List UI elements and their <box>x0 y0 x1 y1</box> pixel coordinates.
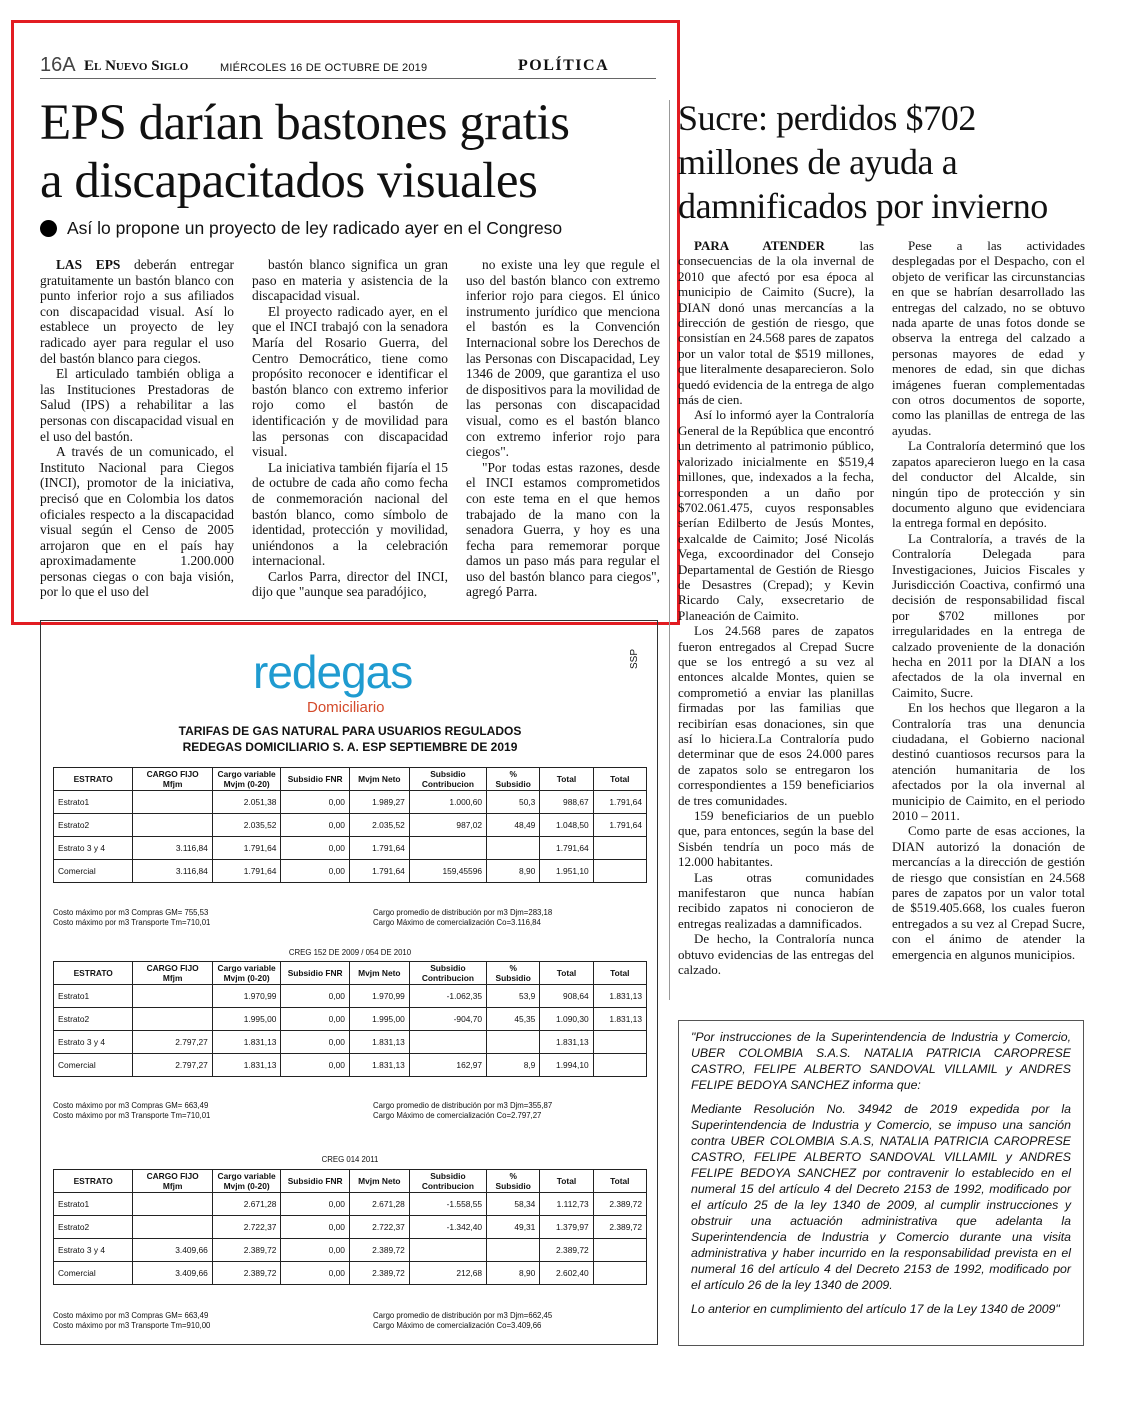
table-cell: 3.116,84 <box>133 837 212 860</box>
table-cell: 987,02 <box>409 814 486 837</box>
column-header: ESTRATO <box>54 768 133 791</box>
column-header: Subsidio FNR <box>281 1170 350 1193</box>
table-cell: 2.797,27 <box>133 1031 212 1054</box>
paragraph <box>892 438 1085 530</box>
table-cell: 1.791,64 <box>593 814 646 837</box>
cost-note-block <box>373 1101 552 1121</box>
column-header: Total <box>540 1170 593 1193</box>
paragraph-text: El proyecto radicado ayer, en el que el INCI trabajó con la senadora María del Rosario Guerra, del Centro Democrático, tiene como propósito reconocer e identificar el bastón blanco con extremo inferior rojo como el bastón de identificación y de movilidad para las personas con discapacidad visual. <box>252 303 448 460</box>
table-cell <box>593 1239 646 1262</box>
column-header: Cargo variable Mvjm (0-20) <box>212 1170 281 1193</box>
column-header: Mvjm Neto <box>349 1170 409 1193</box>
table-header-row <box>54 962 647 985</box>
table-row <box>54 985 647 1008</box>
paragraph <box>678 870 874 932</box>
table-cell: -904,70 <box>409 1008 486 1031</box>
column-header: Cargo variable Mvjm (0-20) <box>212 962 281 985</box>
table-cell: 2.389,72 <box>212 1239 281 1262</box>
paragraph-text: El articulado también obliga a las Instituciones Prestadoras de Salud (IPS) a rehabilitar a las personas con discapacidad visual en el uso del bastón. <box>40 366 234 444</box>
paragraph-lead: LAS EPS <box>56 257 121 272</box>
column-header: CARGO FIJO Mfjm <box>133 768 212 791</box>
column-header: CARGO FIJO Mfjm <box>133 962 212 985</box>
table-cell <box>409 1239 486 1262</box>
table-cell <box>593 837 646 860</box>
table-cell: 1.791,64 <box>349 837 409 860</box>
column-header: Total <box>540 768 593 791</box>
tariff-title-line: REDEGAS DOMICILIARIO S. A. ESP SEPTIEMBRE DE 2019 <box>182 740 518 754</box>
notice-paragraph: Lo anterior en cumplimiento del artículo 17 de la Ley 1340 de 2009" <box>691 1302 1060 1316</box>
cost-note: Costo máximo por m3 Compras GM= 663,49 <box>53 1101 209 1110</box>
side-headline <box>678 96 1108 228</box>
publication-name: El Nuevo Siglo <box>84 58 189 74</box>
column-header: % Subsidio <box>487 768 540 791</box>
paragraph <box>892 531 1085 700</box>
side-article-column <box>892 238 1085 1000</box>
row-label: Comercial <box>54 1054 133 1077</box>
table-cell: 1.831,13 <box>349 1031 409 1054</box>
table-cell <box>487 837 540 860</box>
paragraph-text: En los hechos que llegaron a la Contraloría tras una denuncia ciudadana, el Gobierno nacional destinó cuantiosos recursos para la atención humanitaria de los afectados por la ola invernal al municipio de Caimito, en el periodo 2010 – 2011. <box>892 700 1085 824</box>
table-cell <box>593 1031 646 1054</box>
column-header: Total <box>593 1170 646 1193</box>
cost-note: Cargo Máximo de comercialización Co=3.116,84 <box>373 918 541 927</box>
row-label: Estrato 3 y 4 <box>54 1239 133 1262</box>
paragraph-text: Carlos Parra, director del INCI, dijo que "aunque sea paradójico, <box>252 568 448 600</box>
page-number: 16A <box>40 54 76 76</box>
table-cell <box>133 985 212 1008</box>
table-cell <box>133 1193 212 1216</box>
paragraph <box>892 700 1085 823</box>
table-header-row <box>54 768 647 791</box>
table-cell: 45,35 <box>487 1008 540 1031</box>
table-cell: 0,00 <box>281 814 350 837</box>
column-header: Total <box>593 768 646 791</box>
column-header: Subsidio Contribucion <box>409 768 486 791</box>
regulation-caption: CREG 014 2011 <box>321 1155 379 1164</box>
table-cell <box>409 1031 486 1054</box>
paragraph-text: las consecuencias de la ola invernal de 2010 que afectó por esa época al municipio de Caimito (Sucre), la DIAN donó unas mercancías a la dirección de gestión de riesgo, que consistían en 24.568 pares de zapatos por un valor total de $519 millones, que literalmente desaparecieron. Solo quedó evidencia de la entrega de algo más de cien. <box>678 238 874 408</box>
cost-note: Costo máximo por m3 Compras GM= 755,53 <box>53 908 209 917</box>
cost-note-block <box>53 1101 210 1121</box>
main-headline-line: a discapacitados visuales <box>40 153 538 209</box>
table-cell <box>133 814 212 837</box>
paragraph <box>678 407 874 623</box>
paragraph-text: deberán entregar gratuitamente un bastón blanco con punto inferior rojo a sus afiliados con discapacidad visual. Así lo establece un proyecto de ley radicado ayer para regular el uso del bastón blanco para ciegos. <box>40 257 234 366</box>
column-header: Subsidio Contribucion <box>409 962 486 985</box>
table-cell: 0,00 <box>281 1239 350 1262</box>
table-cell: 2.722,37 <box>212 1216 281 1239</box>
paragraph-text: Así lo informó ayer la Contraloría General de la República que encontró un detrimento al patrimonio público, valorizado inicialmente en $519,4 millones, que, indexados a la fecha, corresponden a un daño por $702.061.475, cuyos responsables serían Edilberto de Jesús Montes, exalcalde de Caimito; José Nicolás Vega, excoordinador del Consejo Departamental de Gestión de Riesgo de Desastres (Crepad); y Kevin Ricardo Caly, exsecretario de Planeación de Caimito. <box>678 407 874 623</box>
ssp-label: SSP <box>629 648 640 669</box>
paragraph-text: De hecho, la Contraloría nunca obtuvo evidencias de las entregas del calzado. <box>678 931 874 978</box>
table-cell: 1.995,00 <box>212 1008 281 1031</box>
table-cell: 1.831,13 <box>212 1054 281 1077</box>
column-header: Total <box>540 962 593 985</box>
tariff-title <box>41 723 659 755</box>
table-cell: 3.116,84 <box>133 860 212 883</box>
table-row <box>54 1031 647 1054</box>
paragraph-text: Como parte de esas acciones, la DIAN autorizó la donación de mercancías a la dirección de gestión de riesgo que consistían en 24.568 pares de zapatos por un valor total de $519.405.668, los cuales fueron entregados a su vez al Crepad Sucre, con el ánimo de atender la emergencia en algunos municipios. <box>892 823 1085 962</box>
column-header: Total <box>593 962 646 985</box>
table-cell: 8,90 <box>487 860 540 883</box>
notice-paragraph: Mediante Resolución No. 34942 de 2019 expedida por la Superintendencia de Industria y Comercio, se impuso una sanción contra UBER COLOMBIA S.A.S, NATALIA PATRICIA CAROPRESE CASTRO, FELIPE ALBERTO SANDOVAL VILLAMIL y ANDRES FELIPE BEDOYA SANCHEZ por contravenir lo establecido en el numeral 15 del artículo 4 del Decreto 2153 de 1992, modificado por el artículo 25 de la ley 1340 de 2009, al cumplir instrucciones y obstruir una actuación administrativa que adelanta la Superintendencia de Industria y Comercio durante una visita administrativa y haber incurrido en la responsabilidad prevista en el numeral 16 del artículo 4 del Decreto 2153 de 1992, modificado por el artículo 26 de la ley 1340 de 2009. <box>691 1102 1071 1292</box>
tariff-title-line: TARIFAS DE GAS NATURAL PARA USUARIOS REGULADOS <box>178 724 522 738</box>
row-label: Estrato1 <box>54 1193 133 1216</box>
table-cell: 2.051,38 <box>212 791 281 814</box>
column-divider <box>669 100 670 1000</box>
column-header: Subsidio FNR <box>281 962 350 985</box>
table-row <box>54 1193 647 1216</box>
table-cell: 1.000,60 <box>409 791 486 814</box>
table-cell: 2.797,27 <box>133 1054 212 1077</box>
table-cell: 1.831,13 <box>212 1031 281 1054</box>
table-cell: 2.389,72 <box>349 1262 409 1285</box>
table-cell: 3.409,66 <box>133 1239 212 1262</box>
logo-subtext: Domiciliario <box>307 699 385 716</box>
table-row <box>54 1262 647 1285</box>
paragraph <box>678 808 874 870</box>
column-header: Subsidio Contribucion <box>409 1170 486 1193</box>
cost-note-block <box>53 908 210 928</box>
tariff-table <box>53 961 647 1077</box>
regulation-caption: CREG 152 DE 2009 / 054 DE 2010 <box>288 948 412 957</box>
table-cell: 2.389,72 <box>540 1239 593 1262</box>
row-label: Estrato 3 y 4 <box>54 1031 133 1054</box>
table-cell: 1.995,00 <box>349 1008 409 1031</box>
row-label: Estrato2 <box>54 814 133 837</box>
table-cell <box>487 1239 540 1262</box>
table-cell: 0,00 <box>281 1216 350 1239</box>
table-row <box>54 1008 647 1031</box>
table-cell: 2.035,52 <box>349 814 409 837</box>
logo-text: redegas <box>253 646 413 698</box>
table-cell: 162,97 <box>409 1054 486 1077</box>
table-cell: 2.671,28 <box>212 1193 281 1216</box>
legal-notice <box>678 1020 1084 1346</box>
table-cell: 8,9 <box>487 1054 540 1077</box>
table-cell: 8,90 <box>487 1262 540 1285</box>
column-header: Subsidio FNR <box>281 768 350 791</box>
side-headline-line: damnificados por invierno <box>678 186 1048 226</box>
table-row <box>54 814 647 837</box>
cost-note: Cargo promedio de distribución por m3 Djm=662,45 <box>373 1311 553 1320</box>
paragraph <box>892 238 1085 438</box>
highlight-box <box>11 20 680 625</box>
table-cell: 1.791,64 <box>540 837 593 860</box>
table-cell: 49,31 <box>487 1216 540 1239</box>
side-headline-line: millones de ayuda a <box>678 142 958 182</box>
paragraph <box>678 931 874 977</box>
cost-note: Cargo Máximo de comercialización Co=3.409,66 <box>373 1321 542 1330</box>
table-row <box>54 791 647 814</box>
paragraph-text: "Por todas estas razones, desde el INCI estamos comprometidos con este tema en el que hemos trabajado de la mano con la senadora Guerra, y hoy es una fecha para rememorar porque damos un paso más para regular el uso del bastón blanco para ciegos", agregó Parra. <box>466 459 660 600</box>
tariff-table <box>53 767 647 883</box>
table-cell: 1.831,13 <box>540 1031 593 1054</box>
table-cell: 2.671,28 <box>349 1193 409 1216</box>
table-cell: 2.389,72 <box>212 1262 281 1285</box>
tariff-advertisement <box>40 620 658 1345</box>
table-cell <box>487 1031 540 1054</box>
paragraph-text: Las otras comunidades manifestaron que nunca habían recibido zapatos ni conocieron de entregas realizadas a damnificados. <box>678 869 874 931</box>
table-cell: 2.389,72 <box>593 1193 646 1216</box>
row-label: Estrato1 <box>54 985 133 1008</box>
table-cell: 1.970,99 <box>349 985 409 1008</box>
table-cell: 2.722,37 <box>349 1216 409 1239</box>
column-header: % Subsidio <box>487 1170 540 1193</box>
table-cell: 1.048,50 <box>540 814 593 837</box>
table-cell: 1.112,73 <box>540 1193 593 1216</box>
main-headline-line: EPS darían bastones gratis <box>40 95 570 151</box>
column-header: Cargo variable Mvjm (0-20) <box>212 768 281 791</box>
cost-note: Costo máximo por m3 Transporte Tm=710,01 <box>53 1111 211 1120</box>
row-label: Estrato2 <box>54 1216 133 1239</box>
table-row <box>54 1239 647 1262</box>
table-row <box>54 837 647 860</box>
table-cell: 2.602,40 <box>540 1262 593 1285</box>
paragraph-text: La Contraloría determinó que los zapatos aparecieron luego en la casa del conductor del Alcalde, sin ningún tipo de protección y sin documento alguno que evidenciara la entrega formal en depósito. <box>892 438 1085 531</box>
table-cell <box>593 860 646 883</box>
table-cell: 1.831,13 <box>593 1008 646 1031</box>
table-row <box>54 860 647 883</box>
column-header: ESTRATO <box>54 1170 133 1193</box>
table-cell: 48,49 <box>487 814 540 837</box>
column-header: Mvjm Neto <box>349 768 409 791</box>
cost-note: Cargo promedio de distribución por m3 Djm=283,18 <box>373 908 553 917</box>
cost-note: Costo máximo por m3 Compras GM= 663,49 <box>53 1311 209 1320</box>
table-cell: 0,00 <box>281 837 350 860</box>
row-label: Estrato 3 y 4 <box>54 837 133 860</box>
table-cell: 1.379,97 <box>540 1216 593 1239</box>
column-header: CARGO FIJO Mfjm <box>133 1170 212 1193</box>
table-cell: 0,00 <box>281 985 350 1008</box>
table-row <box>54 1054 647 1077</box>
table-header-row <box>54 1170 647 1193</box>
table-cell <box>133 791 212 814</box>
publication-date: MIÉRCOLES 16 DE OCTUBRE DE 2019 <box>220 62 428 74</box>
paragraph <box>678 238 874 407</box>
table-cell: 0,00 <box>281 791 350 814</box>
paragraph-text: La Contraloría, a través de la Contraloría Delegada para Investigaciones, Juicios Fiscales y Jurisdicción Coactiva, confirmó una decisión de responsabilidad fiscal por $702 millones por irregularidades en la entrega de calzado proveniente de la donación hecha en 2011 por la DIAN a los afectados de la ola invernal en Caimito, Sucre. <box>892 530 1085 700</box>
table-cell: 58,34 <box>487 1193 540 1216</box>
table-cell <box>133 1008 212 1031</box>
table-cell: 0,00 <box>281 1031 350 1054</box>
table-cell: 53,9 <box>487 985 540 1008</box>
table-cell: 2.389,72 <box>593 1216 646 1239</box>
redegas-logo <box>253 645 453 715</box>
table-cell: 1.791,64 <box>349 860 409 883</box>
paragraph-lead: PARA ATENDER <box>694 238 825 253</box>
table-cell: -1.342,40 <box>409 1216 486 1239</box>
table-cell: -1.062,35 <box>409 985 486 1008</box>
table-cell: 159,45596 <box>409 860 486 883</box>
paragraph-text: Pese a las actividades desplegadas por el Despacho, con el objeto de verificar las circunstancias en que se habrían desarrollado las entregas del calzado, no se obtuvo nada aparte de unas fotos donde se observa la entrega del calzado a personas mayores de edad y menores de edad, sin que dichas imágenes fueran complementadas con otros documentos de soporte, como las planillas de entrega de las ayudas. <box>892 238 1085 438</box>
paragraph-text: bastón blanco significa un gran paso en materia y asistencia de la discapacidad visual. <box>252 257 448 304</box>
side-headline-line: Sucre: perdidos $702 <box>678 98 976 138</box>
paragraph-text: La iniciativa también fijaría el 15 de octubre de cada año como fecha de conmemoración nacional del bastón blanco, como símbolo de identidad, protección y movilidad, uniéndonos a la celebración internacional. <box>252 459 448 569</box>
table-cell: 1.994,10 <box>540 1054 593 1077</box>
table-cell: 212,68 <box>409 1262 486 1285</box>
paragraph-text: no existe una ley que regule el uso del bastón blanco con extremo inferior rojo para ciegos. El único instrumento jurídico que menciona el bastón es la Convención Internacional sobre los Derechos de las Personas con Discapacidad, Ley 1346 de 2009, que garantiza el uso de dispositivos para la movilidad de las personas con discapacidad visual, como es el bastón blanco con extremo inferior rojo para ciegos". <box>466 257 660 460</box>
cost-note: Costo máximo por m3 Transporte Tm=710,01 <box>53 918 211 927</box>
cost-note: Cargo promedio de distribución por m3 Djm=355,87 <box>373 1101 553 1110</box>
table-cell: -1.558,55 <box>409 1193 486 1216</box>
table-cell: 3.409,66 <box>133 1262 212 1285</box>
table-cell: 1.090,30 <box>540 1008 593 1031</box>
table-cell: 0,00 <box>281 860 350 883</box>
paragraph-text: Los 24.568 pares de zapatos fueron entregados al Crepad Sucre que se los entregó a su vez al entonces alcalde Montes, quien se comprometió a enviar las planillas firmadas por las familias que recibirían esas donaciones, sin que así lo hiciera.La Contraloría pudo determinar que de esos 24.000 pares de zapatos solo se entregaron los correspondientes a 159 beneficiarios de tres comunidades. <box>678 623 874 808</box>
paragraph <box>678 623 874 808</box>
table-cell: 0,00 <box>281 1008 350 1031</box>
cost-note-block <box>53 1311 210 1331</box>
table-cell: 1.970,99 <box>212 985 281 1008</box>
main-subheadline-text: Así lo propone un proyecto de ley radicado ayer en el Congreso <box>67 218 563 238</box>
row-label: Comercial <box>54 1262 133 1285</box>
column-header: % Subsidio <box>487 962 540 985</box>
side-article-column <box>678 238 874 1000</box>
row-label: Estrato2 <box>54 1008 133 1031</box>
tariff-table <box>53 1169 647 1285</box>
table-cell <box>593 1054 646 1077</box>
table-cell: 1.831,13 <box>593 985 646 1008</box>
table-cell: 2.389,72 <box>349 1239 409 1262</box>
table-cell: 1.791,64 <box>212 860 281 883</box>
table-cell: 0,00 <box>281 1054 350 1077</box>
paragraph <box>892 823 1085 962</box>
column-header: ESTRATO <box>54 962 133 985</box>
cost-note: Costo máximo por m3 Transporte Tm=910,00 <box>53 1321 211 1330</box>
notice-paragraph: "Por instrucciones de la Superintendencia de Industria y Comercio, UBER COLOMBIA S.A.S. NATALIA PATRICIA CAROPRESE CASTRO, FELIPE ALBERTO SANDOVAL VILLAMIL y ANDRES FELIPE BEDOYA SANCHEZ informa que: <box>691 1030 1071 1092</box>
cost-note-block <box>373 908 552 928</box>
table-cell: 988,67 <box>540 791 593 814</box>
cost-note: Cargo Máximo de comercialización Co=2.797,27 <box>373 1111 542 1120</box>
table-cell: 2.035,52 <box>212 814 281 837</box>
table-cell <box>133 1216 212 1239</box>
table-cell: 908,64 <box>540 985 593 1008</box>
paragraph-text: A través de un comunicado, el Instituto Nacional para Ciegos (INCI), promotor de la iniciativa, precisó que en Colombia los datos oficiales respecto a la discapacidad visual según el Censo de 2005 arrojaron que en el país hay aproximadamente 1.200.000 personas ciegas o con baja visión, por lo que el uso del <box>40 444 234 600</box>
row-label: Comercial <box>54 860 133 883</box>
table-cell: 1.831,13 <box>349 1054 409 1077</box>
cost-note-block <box>373 1311 552 1331</box>
table-cell <box>409 837 486 860</box>
table-row <box>54 1216 647 1239</box>
table-cell: 0,00 <box>281 1193 350 1216</box>
row-label: Estrato1 <box>54 791 133 814</box>
table-cell <box>593 1262 646 1285</box>
section-name: POLÍTICA <box>518 57 610 74</box>
paragraph-text: 159 beneficiarios de un pueblo que, para entonces, según la base del Sisbén tendría un poco más de 12.000 habitantes. <box>678 808 874 870</box>
table-cell: 1.951,10 <box>540 860 593 883</box>
column-header: Mvjm Neto <box>349 962 409 985</box>
table-cell: 1.989,27 <box>349 791 409 814</box>
table-cell: 0,00 <box>281 1262 350 1285</box>
table-cell: 50,3 <box>487 791 540 814</box>
table-cell: 1.791,64 <box>212 837 281 860</box>
table-cell: 1.791,64 <box>593 791 646 814</box>
